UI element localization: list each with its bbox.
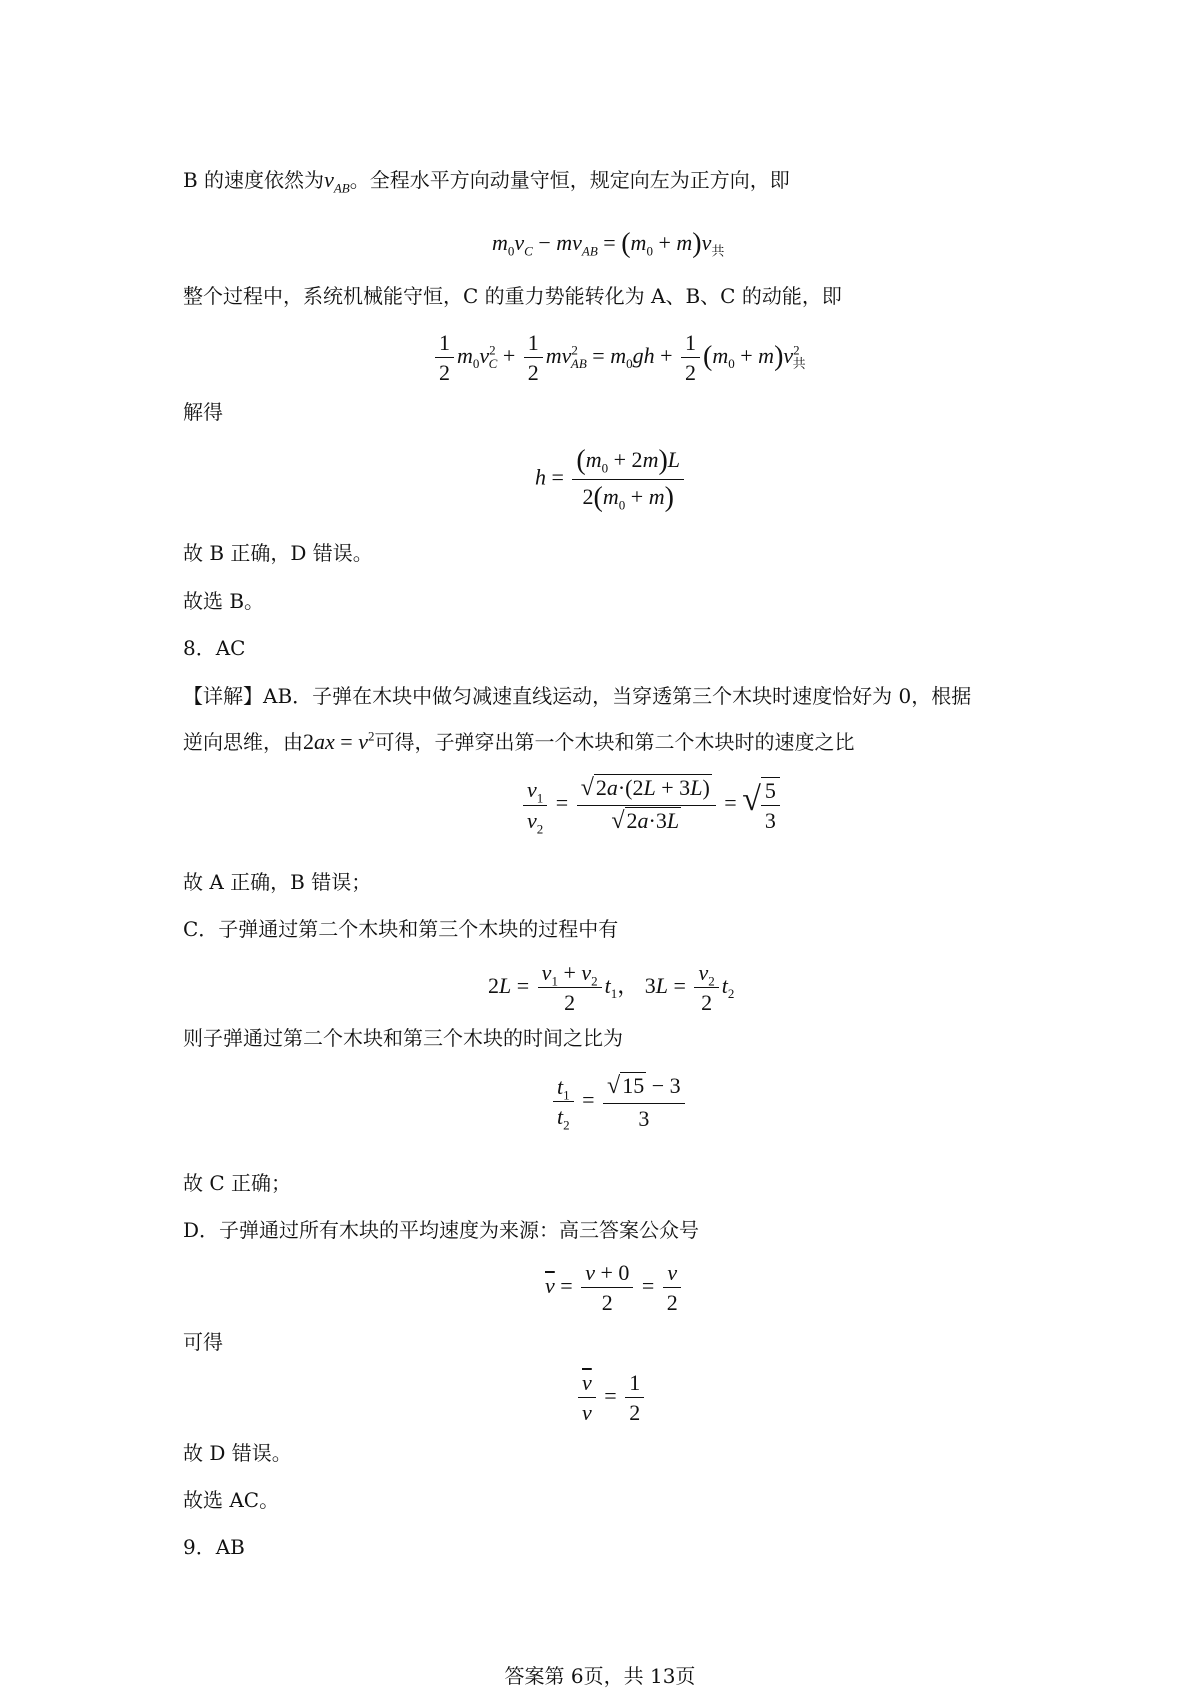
paragraph: 故 C 正确； [183,1171,292,1195]
equation-h: h = $\frac{(m_0 + 2m)L}{2(m_0 + m)}$ [535,445,687,514]
equation-momentum: $m_0v_C - mv_{AB} = (m_0 + m)v_共$ [492,228,725,260]
paragraph: 解得 [183,400,223,424]
paragraph: B 的速度依然为$v_{AB}$。全程水平方向动量守恒，规定向左为正方向，即 [183,167,790,196]
equation-displacement: 2L = $\frac{v_1 + v_2}{2}$ $t_1$， 3L = $\frac{v_2}{2}$ $t_2$ [488,960,735,1016]
paragraph: C．子弹通过第二个木块和第三个木块的过程中有 [183,917,619,941]
paragraph: 故选 AC。 [183,1488,280,1512]
text: 可得，子弹穿出第一个木块和第二个木块时的速度之比 [374,730,855,754]
paragraph: D．子弹通过所有木块的平均速度为来源：高三答案公众号 [183,1218,700,1242]
paragraph: 故 A 正确，B 错误； [183,870,372,894]
paragraph: 则子弹通过第二个木块和第三个木块的时间之比为 [183,1026,623,1050]
paragraph: 可得 [183,1330,223,1354]
equation-energy: $\frac{1}{2}$ $m_0v^2_C$ + $\frac{1}{2}$ $mv^2_{AB} = m_0gh$ + $\frac{1}{2}$ $(m_0 + m)v^2_共$ [432,330,806,386]
text: 。全程水平方向动量守恒，规定向左为正方向，即 [349,168,790,192]
text: B 的速度依然为 [183,168,325,192]
paragraph: 9．AB [183,1535,245,1559]
equation-time-ratio: $\frac{t_1}{t_2}$ = $\frac{√15 - 3}{3}$ [550,1073,688,1131]
paragraph: 故 B 正确，D 错误。 [183,541,373,565]
paragraph: 故选 B。 [183,589,265,613]
paragraph: 8．AC [183,636,246,660]
paragraph: 【详解】AB．子弹在木块中做匀减速直线运动，当穿透第三个木块时速度恰好为 0，根据 [183,684,972,708]
paragraph: 故 D 错误。 [183,1441,292,1465]
equation-average-velocity: $\overline{v}$ = $\frac{v + 0}{2}$ = $\frac{v}{2}$ [545,1260,685,1316]
equation-velocity-ratio: $\frac{v_1}{v_2}$ = $\frac{√2a\cdot(2L + 3L)}{√2a\cdot 3L}$ = √ $\frac{5}{3}$ [520,775,783,835]
page-footer: 答案第 6页，共 13页 [504,1664,696,1688]
paragraph: 整个过程中，系统机械能守恒，C 的重力势能转化为 A、B、C 的动能，即 [183,284,842,308]
text: 逆向思维，由 [183,730,303,754]
paragraph: 逆向思维，由$2ax = v^2$可得，子弹穿出第一个木块和第二个木块时的速度之比 [183,728,855,754]
equation-velocity-fraction: $\frac{\overline{v}}{v}$ = $\frac{1}{2}$ [575,1370,647,1426]
